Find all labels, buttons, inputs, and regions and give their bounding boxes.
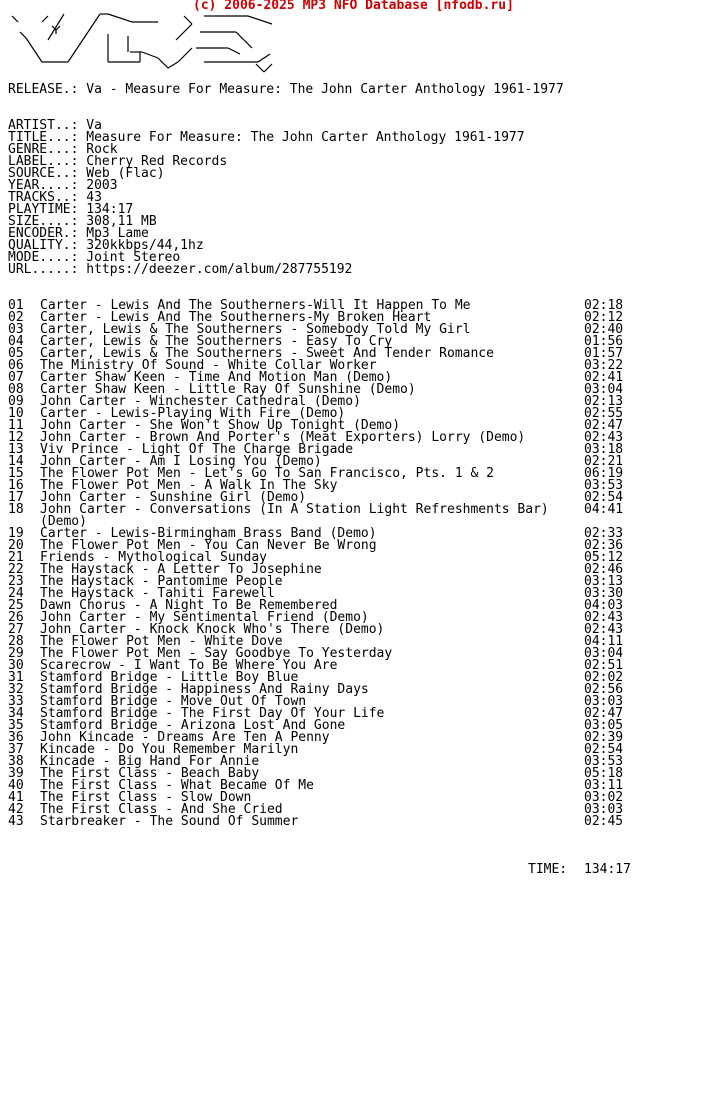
track-number: 19: [8, 526, 24, 541]
track-title: The Ministry Of Sound - White Collar Worker: [40, 358, 377, 373]
info-line: ENCODER.: Mp3 Lame: [8, 226, 149, 241]
track-number: 02: [8, 310, 24, 325]
total-time-label: TIME:: [528, 862, 568, 877]
track-time: 02:21: [584, 454, 624, 469]
track-title: Stamford Bridge - The First Day Of Your Life: [40, 706, 385, 721]
info-line: TRACKS..: 43: [8, 190, 102, 205]
track-number: 39: [8, 766, 24, 781]
track-number: 08: [8, 382, 24, 397]
track-number: 27: [8, 622, 24, 637]
track-number: 33: [8, 694, 24, 709]
track-number: 15: [8, 466, 24, 481]
track-title: Scarecrow - I Want To Be Where You Are: [40, 658, 338, 673]
track-time: 03:53: [584, 754, 624, 769]
track-number: 26: [8, 610, 24, 625]
copyright-header: (c) 2006-2025 MP3 NFO Database [nfodb.ru]: [193, 0, 514, 13]
track-title: John Carter - My Sentimental Friend (Demo): [40, 610, 369, 625]
track-title: Carter Shaw Keen - Time And Motion Man (Demo): [40, 370, 393, 385]
track-title: John Carter - She Won't Show Up Tonight (Demo): [40, 418, 401, 433]
track-number: 01: [8, 298, 24, 313]
track-time: 02:33: [584, 526, 624, 541]
track-time: 03:18: [584, 442, 624, 457]
info-line: GENRE...: Rock: [8, 142, 118, 157]
track-number: 18: [8, 502, 24, 517]
total-time-value: 134:17: [584, 862, 631, 877]
track-number: 13: [8, 442, 24, 457]
track-time: 04:11: [584, 634, 624, 649]
logo-art: [8, 12, 278, 74]
track-number: 40: [8, 778, 24, 793]
track-title: The Flower Pot Men - Let's Go To San Francisco, Pts. 1 & 2: [40, 466, 494, 481]
track-title: Friends - Mythological Sunday: [40, 550, 267, 565]
release-line: RELEASE.: Va - Measure For Measure: The John Carter Anthology 1961-1977: [8, 82, 564, 97]
track-time: 02:47: [584, 706, 624, 721]
info-line: MODE....: Joint Stereo: [8, 250, 181, 265]
ascii-logo: [8, 12, 278, 74]
track-time: 03:11: [584, 778, 624, 793]
track-number: 32: [8, 682, 24, 697]
track-number: 09: [8, 394, 24, 409]
info-line: SOURCE..: Web (Flac): [8, 166, 165, 181]
track-number: 14: [8, 454, 24, 469]
track-number: 41: [8, 790, 24, 805]
track-number: 11: [8, 418, 24, 433]
track-title: John Carter - Winchester Cathedral (Demo): [40, 394, 361, 409]
track-title-continued: (Demo): [40, 514, 87, 529]
track-number: 25: [8, 598, 24, 613]
track-time: 06:19: [584, 466, 624, 481]
track-title: Kincade - Do You Remember Marilyn: [40, 742, 299, 757]
track-time: 02:41: [584, 370, 624, 385]
track-time: 02:13: [584, 394, 624, 409]
track-time: 04:03: [584, 598, 624, 613]
track-number: 30: [8, 658, 24, 673]
track-time: 02:02: [584, 670, 624, 685]
track-number: 16: [8, 478, 24, 493]
track-time: 02:45: [584, 814, 624, 829]
track-time: 02:43: [584, 430, 624, 445]
track-title: The Haystack - Pantomime People: [40, 574, 283, 589]
track-title: Carter, Lewis & The Southerners - Sweet And Tender Romance: [40, 346, 494, 361]
track-time: 05:18: [584, 766, 624, 781]
track-time: 02:43: [584, 622, 624, 637]
track-title: Stamford Bridge - Arizona Lost And Gone: [40, 718, 346, 733]
track-time: 03:02: [584, 790, 624, 805]
track-number: 20: [8, 538, 24, 553]
track-number: 36: [8, 730, 24, 745]
track-number: 10: [8, 406, 24, 421]
track-time: 04:41: [584, 502, 624, 517]
track-title: Carter, Lewis & The Southerners - Easy To Cry: [40, 334, 393, 349]
track-time: 02:18: [584, 298, 624, 313]
track-title: Carter - Lewis And The Southerners-Will It Happen To Me: [40, 298, 471, 313]
track-time: 02:36: [584, 538, 624, 553]
info-line: YEAR....: 2003: [8, 178, 118, 193]
track-number: 05: [8, 346, 24, 361]
track-number: 22: [8, 562, 24, 577]
track-number: 43: [8, 814, 24, 829]
track-number: 21: [8, 550, 24, 565]
track-number: 17: [8, 490, 24, 505]
track-title: The First Class - What Became Of Me: [40, 778, 314, 793]
track-number: 07: [8, 370, 24, 385]
track-title: Carter - Lewis And The Southerners-My Broken Heart: [40, 310, 432, 325]
track-title: Viv Prince - Light Of The Charge Brigade: [40, 442, 354, 457]
track-time: 03:05: [584, 718, 624, 733]
track-number: 31: [8, 670, 24, 685]
track-time: 03:04: [584, 646, 624, 661]
info-line: QUALITY.: 320kkbps/44,1hz: [8, 238, 204, 253]
track-number: 03: [8, 322, 24, 337]
track-time: 03:03: [584, 694, 624, 709]
track-title: Stamford Bridge - Happiness And Rainy Days: [40, 682, 369, 697]
track-title: Dawn Chorus - A Night To Be Remembered: [40, 598, 338, 613]
info-line: ARTIST..: Va: [8, 118, 102, 133]
info-line: LABEL...: Cherry Red Records: [8, 154, 228, 169]
track-title: Stamford Bridge - Little Boy Blue: [40, 670, 299, 685]
track-number: 24: [8, 586, 24, 601]
track-time: 02:43: [584, 610, 624, 625]
track-title: Carter - Lewis-Playing With Fire (Demo): [40, 406, 346, 421]
track-title: John Carter - Brown And Porter's (Meat Exporters) Lorry (Demo): [40, 430, 526, 445]
track-time: 01:57: [584, 346, 624, 361]
track-title: The Flower Pot Men - A Walk In The Sky: [40, 478, 338, 493]
info-line: SIZE....: 308,11 MB: [8, 214, 157, 229]
track-time: 02:39: [584, 730, 624, 745]
track-time: 05:12: [584, 550, 624, 565]
track-title: Stamford Bridge - Move Out Of Town: [40, 694, 307, 709]
track-title: Carter Shaw Keen - Little Ray Of Sunshine (Demo): [40, 382, 416, 397]
track-number: 29: [8, 646, 24, 661]
track-number: 23: [8, 574, 24, 589]
track-number: 28: [8, 634, 24, 649]
track-time: 02:12: [584, 310, 624, 325]
track-time: 01:56: [584, 334, 624, 349]
track-time: 02:55: [584, 406, 624, 421]
track-time: 03:53: [584, 478, 624, 493]
track-title: The First Class - Slow Down: [40, 790, 252, 805]
track-title: The Haystack - A Letter To Josephine: [40, 562, 322, 577]
track-title: John Carter - Conversations (In A Station Light Refreshments Bar): [40, 502, 549, 517]
track-number: 35: [8, 718, 24, 733]
track-time: 02:54: [584, 742, 624, 757]
track-number: 38: [8, 754, 24, 769]
track-title: The Flower Pot Men - You Can Never Be Wrong: [40, 538, 377, 553]
track-time: 02:47: [584, 418, 624, 433]
track-time: 03:04: [584, 382, 624, 397]
info-line: URL.....: https://deezer.com/album/287755192: [8, 262, 353, 277]
track-title: Carter - Lewis-Birmingham Brass Band (Demo): [40, 526, 377, 541]
track-time: 02:46: [584, 562, 624, 577]
info-line: PLAYTIME: 134:17: [8, 202, 134, 217]
track-time: 02:56: [584, 682, 624, 697]
track-title: John Carter - Sunshine Girl (Demo): [40, 490, 307, 505]
info-line: TITLE...: Measure For Measure: The John Carter Anthology 1961-1977: [8, 130, 525, 145]
track-time: 02:40: [584, 322, 624, 337]
track-time: 02:54: [584, 490, 624, 505]
track-number: 12: [8, 430, 24, 445]
track-title: Carter, Lewis & The Southerners - Somebody Told My Girl: [40, 322, 471, 337]
track-title: John Carter - Knock Knock Who's There (Demo): [40, 622, 385, 637]
track-number: 06: [8, 358, 24, 373]
track-title: Starbreaker - The Sound Of Summer: [40, 814, 299, 829]
track-title: John Kincade - Dreams Are Ten A Penny: [40, 730, 330, 745]
track-time: 03:30: [584, 586, 624, 601]
track-title: The Haystack - Tahiti Farewell: [40, 586, 275, 601]
track-time: 03:22: [584, 358, 624, 373]
track-title: The First Class - Beach Baby: [40, 766, 260, 781]
track-time: 02:51: [584, 658, 624, 673]
track-number: 42: [8, 802, 24, 817]
track-time: 03:03: [584, 802, 624, 817]
track-title: The Flower Pot Men - White Dove: [40, 634, 283, 649]
track-number: 04: [8, 334, 24, 349]
track-title: The Flower Pot Men - Say Goodbye To Yesterday: [40, 646, 393, 661]
track-number: 34: [8, 706, 24, 721]
track-title: Kincade - Big Hand For Annie: [40, 754, 260, 769]
track-number: 37: [8, 742, 24, 757]
track-title: John Carter - Am I Losing You (Demo): [40, 454, 322, 469]
track-title: The First Class - And She Cried: [40, 802, 283, 817]
track-time: 03:13: [584, 574, 624, 589]
